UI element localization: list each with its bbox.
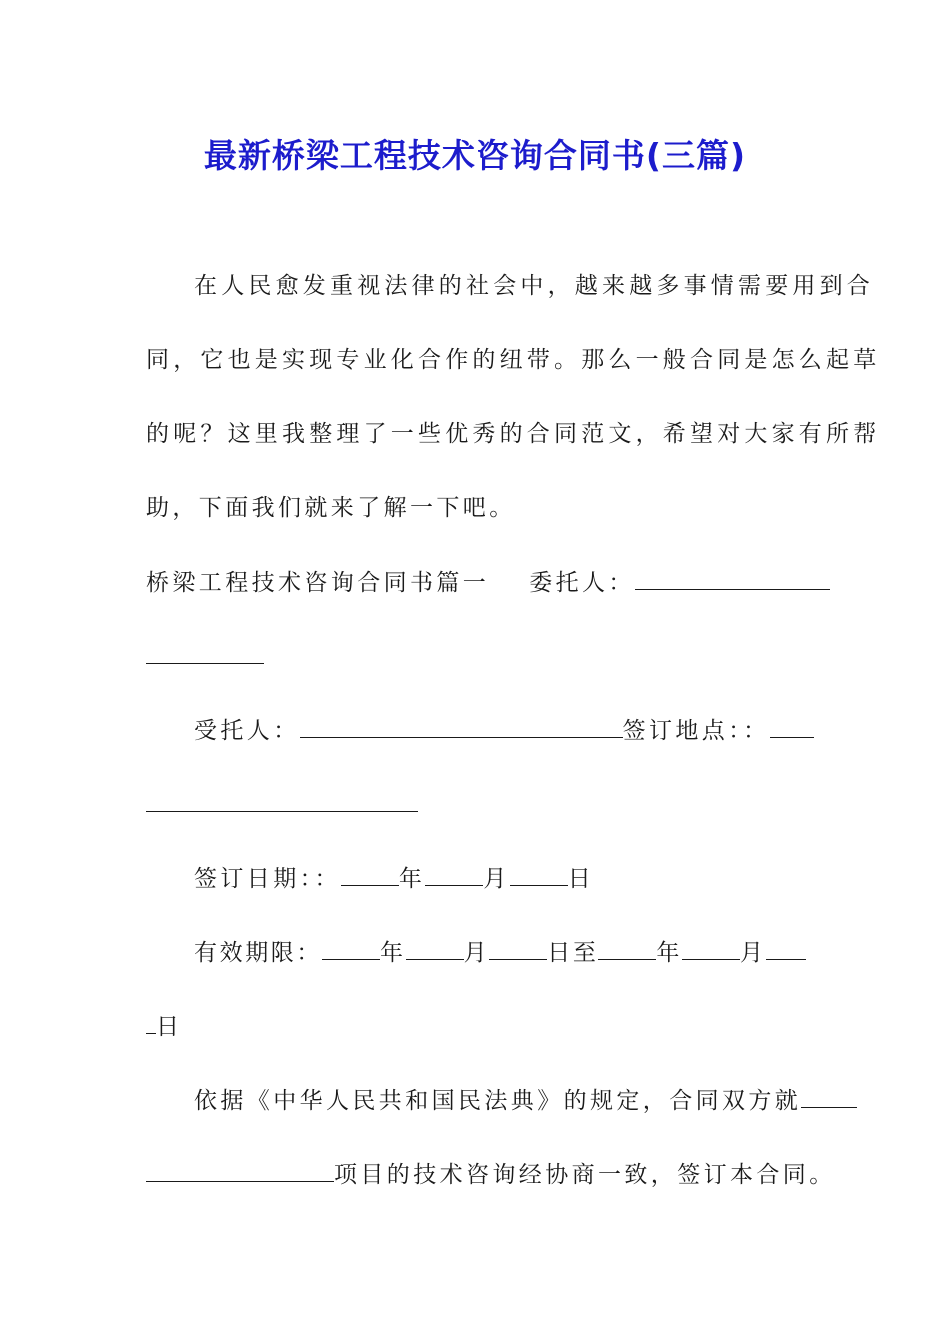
section1-heading: 桥梁工程技术咨询合同书篇一	[146, 570, 490, 596]
year-label: 年	[380, 940, 406, 966]
validity-end-day-blank-continued	[146, 1011, 156, 1034]
intro-line-1: 在人民愈发重视法律的社会中，越来越多事情需要用到合	[194, 273, 874, 299]
validity-end-year-blank	[598, 937, 656, 960]
basis-row	[194, 1085, 806, 1116]
place-label: 签订地点：：	[622, 718, 770, 744]
trustee-label: 受托人：	[194, 718, 300, 744]
day-label: 日	[567, 866, 595, 892]
validity-end-month-blank	[682, 937, 740, 960]
validity-start-month-blank	[406, 937, 464, 960]
client-label: 委托人：	[529, 570, 635, 596]
year-label: 年	[398, 866, 426, 892]
sign-date-label: 签订日期：：	[194, 866, 341, 892]
trustee-row	[194, 715, 806, 746]
month-label: 月	[483, 866, 510, 892]
validity-start-year-blank	[322, 937, 380, 960]
sign-day-blank	[510, 863, 568, 886]
sign-year-blank	[341, 863, 399, 886]
validity-label: 有效期限：	[194, 940, 322, 966]
intro-line-4: 助，下面我们就来了解一下吧。	[146, 495, 516, 521]
month-label: 月	[463, 940, 490, 966]
to-label: 日至	[547, 940, 599, 966]
validity-row	[194, 937, 806, 968]
project-row	[146, 1159, 836, 1190]
project-text: 项目的技术咨询经协商一致，签订本合同。	[334, 1162, 836, 1188]
intro-line-3: 的呢？这里我整理了一些优秀的合同范文，希望对大家有所帮	[146, 421, 881, 447]
project-blank	[801, 1085, 857, 1108]
place-blank	[770, 715, 814, 738]
section1-heading-row	[146, 567, 806, 598]
place-blank-continued	[146, 789, 418, 812]
client-blank	[635, 567, 830, 590]
trustee-blank	[300, 715, 623, 738]
validity-row-continued	[146, 1011, 806, 1042]
document-title: 最新桥梁工程技术咨询合同书(三篇)	[203, 136, 747, 175]
intro-line-2: 同，它也是实现专业化合作的纽带。那么一般合同是怎么起草	[146, 347, 881, 373]
sign-date-row	[194, 863, 806, 894]
client-blank-continued	[146, 641, 264, 664]
validity-start-day-blank	[489, 937, 547, 960]
project-blank-continued	[146, 1159, 334, 1182]
sign-month-blank	[425, 863, 483, 886]
client-blank-continued-row	[146, 641, 806, 672]
day-label: 日	[156, 1014, 183, 1040]
basis-text: 依据《中华人民共和国民法典》的规定，合同双方就	[194, 1088, 802, 1114]
year-label: 年	[656, 940, 683, 966]
place-blank-continued-row	[146, 789, 806, 820]
month-label: 月	[740, 940, 766, 966]
validity-end-day-blank	[766, 937, 806, 960]
